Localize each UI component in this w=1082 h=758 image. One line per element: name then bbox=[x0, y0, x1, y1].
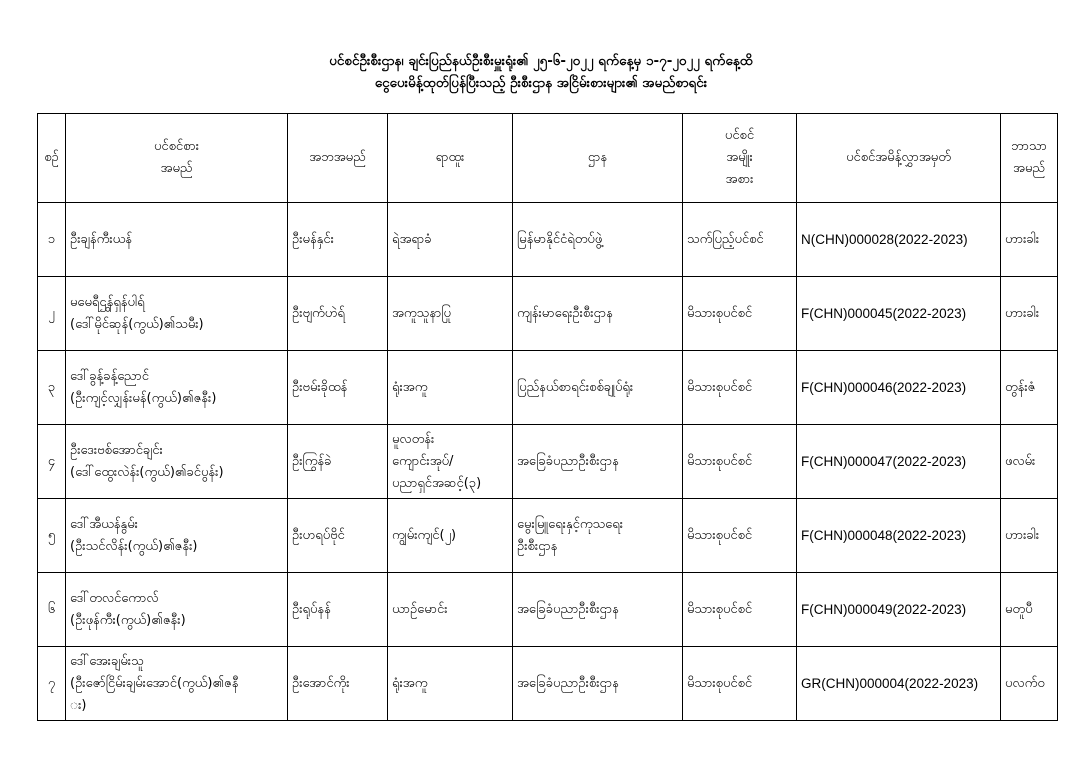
table-row bbox=[38, 277, 1058, 351]
cell-father: ဦးရုပ်နန် bbox=[288, 573, 388, 647]
pensioner-table bbox=[37, 113, 1058, 721]
cell-no: ၄ bbox=[38, 425, 66, 499]
table-row bbox=[38, 647, 1058, 721]
cell-department: မြန်မာနိုင်ငံရဲတပ်ဖွဲ့ bbox=[513, 203, 683, 277]
table-header-row bbox=[38, 114, 1058, 203]
cell-name: ဒေါ်အီယန်နွမ်း (ဦးသင်လိန်း(ကွယ်)၏ဇနီး) bbox=[66, 499, 288, 573]
header-pension-type: ပင်စင် အမျိုး အစား bbox=[683, 114, 797, 203]
cell-religion: ပလက်ဝ bbox=[1001, 647, 1058, 721]
cell-religion: တွန်းဇံ bbox=[1001, 351, 1058, 425]
header-department: ဌာန bbox=[513, 114, 683, 203]
cell-rank: ရုံးအကူ bbox=[388, 647, 513, 721]
cell-pension-type: မိသားစုပင်စင် bbox=[683, 647, 797, 721]
table-row bbox=[38, 351, 1058, 425]
cell-name: ဒေါ်အေးချမ်းသူ (ဦးဇော်ငြိမ်းချမ်းအောင်(ကွယ်)၏ဇနီ း) bbox=[66, 647, 288, 721]
table-row bbox=[38, 573, 1058, 647]
cell-religion: မတူပီ bbox=[1001, 573, 1058, 647]
header-no: စဉ် bbox=[38, 114, 66, 203]
cell-rank: ရဲအရာခံ bbox=[388, 203, 513, 277]
cell-rank: ရုံးအကူ bbox=[388, 351, 513, 425]
table-row bbox=[38, 203, 1058, 277]
cell-department: ကျန်းမာရေးဦးစီးဌာန bbox=[513, 277, 683, 351]
cell-rank: ယာဉ်မောင်း bbox=[388, 573, 513, 647]
cell-department: အခြေခံပညာဦးစီးဌာန bbox=[513, 425, 683, 499]
cell-permit-number: F(CHN)000049(2022-2023) bbox=[797, 573, 1001, 647]
cell-no: ၅ bbox=[38, 499, 66, 573]
cell-department: မွေးမြူရေးနှင့်ကုသရေး ဦးစီးဌာန bbox=[513, 499, 683, 573]
cell-father: ဦးဟရပ်ဗိုင် bbox=[288, 499, 388, 573]
cell-pension-type: မိသားစုပင်စင် bbox=[683, 573, 797, 647]
cell-name: ဒေါ်ခွန့်ခန့်ညောင် (ဦးကျင့်လျှန်းမန်(ကွယ်)၏ဇနီး) bbox=[66, 351, 288, 425]
cell-rank: ကျွမ်းကျင်(၂) bbox=[388, 499, 513, 573]
header-father: အဘအမည် bbox=[288, 114, 388, 203]
cell-father: ဦးအောင်ကိုး bbox=[288, 647, 388, 721]
cell-name: မမေရီဌွန်ရှန်ပါရ် (ဒေါ်မိုင်ဆုန်(ကွယ်)၏သမီး) bbox=[66, 277, 288, 351]
header-name: ပင်စင်စား အမည် bbox=[66, 114, 288, 203]
title-line-1: ပင်စင်ဦးစီးဌာန၊ ချင်းပြည်နယ်ဦးစီးမှူးရုံး၏ ၂၅-၆-၂၀၂၂ ရက်နေ့မှ ၁-၇-၂၀၂၂ ရက်နေ့ထိ bbox=[329, 53, 753, 69]
cell-no: ၇ bbox=[38, 647, 66, 721]
cell-rank: အကူသူနာပြု bbox=[388, 277, 513, 351]
cell-permit-number: F(CHN)000048(2022-2023) bbox=[797, 499, 1001, 573]
cell-permit-number: F(CHN)000047(2022-2023) bbox=[797, 425, 1001, 499]
cell-name: ဒေါ်တလင်ကောလ် (ဦးဖုန်ကီး(ကွယ်)၏ဇနီး) bbox=[66, 573, 288, 647]
cell-pension-type: မိသားစုပင်စင် bbox=[683, 277, 797, 351]
cell-permit-number: N(CHN)000028(2022-2023) bbox=[797, 203, 1001, 277]
cell-pension-type: မိသားစုပင်စင် bbox=[683, 425, 797, 499]
cell-father: ဦးဗျက်ဟဲရ် bbox=[288, 277, 388, 351]
cell-pension-type: မိသားစုပင်စင် bbox=[683, 499, 797, 573]
cell-name: ဦးဒေးဗစ်အောင်ချင်း (ဒေါ်ထွေးလဲန်း(ကွယ်)၏ခင်ပွန်း) bbox=[66, 425, 288, 499]
title-line-2: ငွေပေးမိန့်ထုတ်ပြန်ပြီးသည့် ဦးစီးဌာန အငြိမ်းစားများ၏ အမည်စာရင်း bbox=[374, 75, 708, 91]
cell-religion: ဖလမ်း bbox=[1001, 425, 1058, 499]
cell-permit-number: GR(CHN)000004(2022-2023) bbox=[797, 647, 1001, 721]
cell-department: ပြည်နယ်စာရင်းစစ်ချုပ်ရုံး bbox=[513, 351, 683, 425]
cell-permit-number: F(CHN)000046(2022-2023) bbox=[797, 351, 1001, 425]
cell-father: ဦးမန်နှင်း bbox=[288, 203, 388, 277]
cell-department: အခြေခံပညာဦးစီးဌာန bbox=[513, 647, 683, 721]
header-religion: ဘာသာ အမည် bbox=[1001, 114, 1058, 203]
cell-name: ဦးချန်ကီးယန် bbox=[66, 203, 288, 277]
cell-no: ၆ bbox=[38, 573, 66, 647]
document-title bbox=[0, 50, 1082, 94]
cell-permit-number: F(CHN)000045(2022-2023) bbox=[797, 277, 1001, 351]
cell-father: ဦးဗမ်းခိုထန် bbox=[288, 351, 388, 425]
cell-pension-type: သက်ပြည့်ပင်စင် bbox=[683, 203, 797, 277]
cell-no: ၃ bbox=[38, 351, 66, 425]
header-rank: ရာထူး bbox=[388, 114, 513, 203]
cell-religion: ဟားခါး bbox=[1001, 499, 1058, 573]
table-row bbox=[38, 499, 1058, 573]
cell-pension-type: မိသားစုပင်စင် bbox=[683, 351, 797, 425]
table-row bbox=[38, 425, 1058, 499]
cell-father: ဦးကြွန်ခဲ bbox=[288, 425, 388, 499]
header-permit-number: ပင်စင်အမိန့်လွှာအမှတ် bbox=[797, 114, 1001, 203]
cell-no: ၁ bbox=[38, 203, 66, 277]
cell-department: အခြေခံပညာဦးစီးဌာန bbox=[513, 573, 683, 647]
cell-religion: ဟားခါး bbox=[1001, 203, 1058, 277]
cell-rank: မူလတန်း ကျောင်းအုပ်/ ပညာရှင်အဆင့်(၃) bbox=[388, 425, 513, 499]
cell-no: ၂ bbox=[38, 277, 66, 351]
cell-religion: ဟားခါး bbox=[1001, 277, 1058, 351]
